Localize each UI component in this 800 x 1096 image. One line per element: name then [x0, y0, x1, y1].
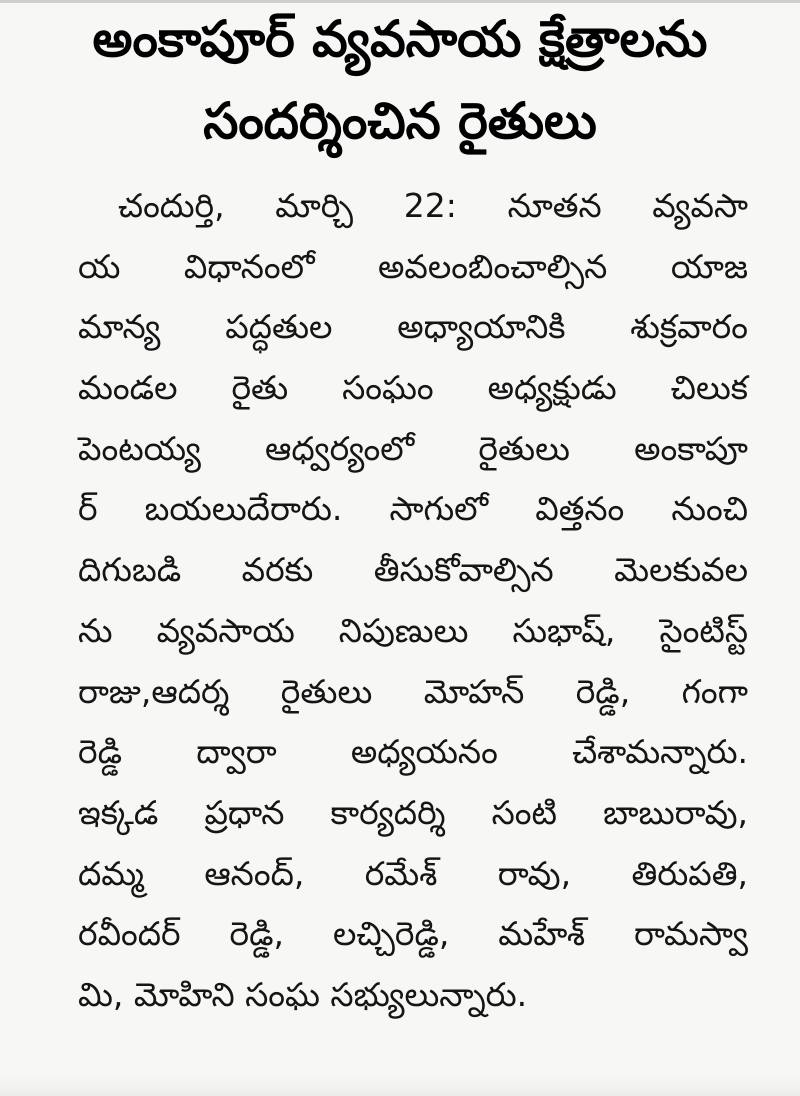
body-line-4: మండల రైతు సంఘం అధ్యక్షుడు చిలుక: [78, 368, 748, 408]
body-line-1: చందుర్తి, మార్చి 22: నూతన వ్యవసా: [118, 186, 748, 225]
body-line-13: రవీందర్ రెడ్డి, లచ్చిరెడ్డి, మహేశ్ రామస్వా: [78, 914, 748, 954]
top-divider: [0, 0, 800, 3]
body-line-10: రెడ్డి ద్వారా అధ్యయనం చేశామన్నారు.: [78, 732, 748, 772]
body-line-3: మాన్య పద్ధతుల అధ్యాయానికి శుక్రవారం: [78, 307, 748, 347]
bottom-edge: [0, 1076, 800, 1096]
body-line-6: ర్ బయలుదేరారు. సాగులో విత్తనం నుంచి: [78, 489, 748, 529]
body-line-11: ఇక్కడ ప్రధాన కార్యదర్శి సంటి బాబురావు,: [78, 792, 748, 832]
body-line-8: ను వ్యవసాయ నిపుణులు సుభాష్, సైంటిస్ట్: [78, 610, 748, 650]
body-line-9: రాజు,ఆదర్శ రైతులు మోహన్ రెడ్డి, గంగా: [78, 671, 748, 711]
body-line-2: య విధానంలో అవలంబించాల్సిన యాజ: [78, 246, 748, 286]
article-body: [78, 176, 748, 1026]
body-line-14: మి, మోహిని సంఘ సభ్యులున్నారు.: [78, 974, 528, 1014]
headline-line-2: సందర్శించిన రైతులు: [203, 92, 597, 150]
body-line-5: పెంటయ్య ఆధ్వర్యంలో రైతులు అంకాపూ: [78, 428, 748, 468]
body-line-12: దమ్మ ఆనంద్, రమేశ్ రావు, తిరుపతి,: [78, 853, 748, 893]
headline-line-1: అంకాపూర్ వ్యవసాయ క్షేత్రాలను: [92, 10, 708, 68]
body-line-7: దిగుబడి వరకు తీసుకోవాల్సిన మెలకువల: [78, 550, 748, 590]
